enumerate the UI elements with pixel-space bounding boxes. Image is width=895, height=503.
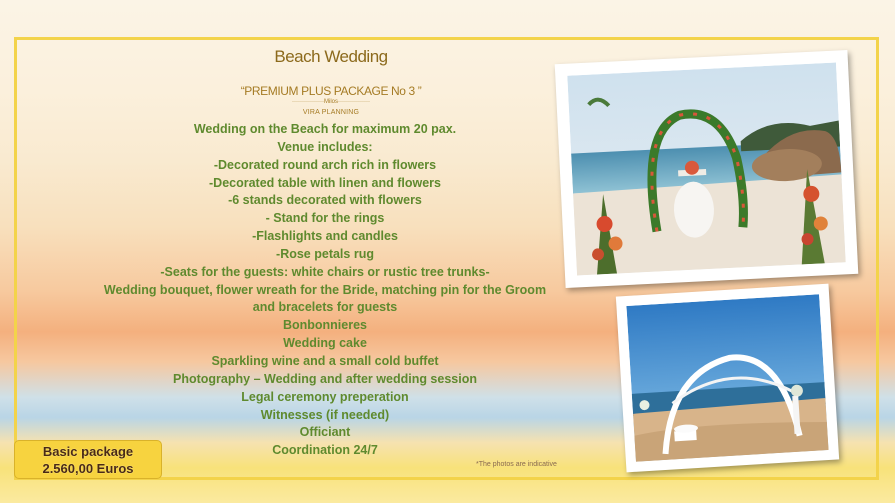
brand-label: VIRA PLANNING bbox=[302, 109, 360, 116]
photo-disclaimer: *The photos are indicative bbox=[476, 461, 557, 468]
detail-line: Officiant bbox=[299, 425, 351, 440]
detail-line: -Decorated table with linen and flowers bbox=[209, 175, 441, 190]
package-subtitle: “PREMIUM PLUS PACKAGE No 3 ” bbox=[240, 84, 422, 98]
detail-line: -6 stands decorated with flowers bbox=[228, 193, 422, 208]
beach-arch-image bbox=[567, 63, 845, 276]
detail-line: - Stand for the rings bbox=[265, 211, 385, 226]
beach-canopy-image bbox=[626, 294, 828, 461]
price-badge bbox=[14, 440, 162, 479]
beach-canopy-photo bbox=[616, 284, 839, 473]
detail-line: Bonbonnieres bbox=[282, 318, 368, 333]
detail-line: Photography – Wedding and after wedding session bbox=[173, 371, 477, 386]
detail-line: Sparkling wine and a small cold buffet bbox=[211, 353, 439, 368]
detail-line: -Decorated round arch rich in flowers bbox=[213, 157, 437, 172]
package-details bbox=[60, 121, 590, 460]
package-label: Basic package bbox=[42, 444, 134, 459]
package-price: 2.560,00 Euros bbox=[42, 461, 134, 476]
detail-line: Coordination 24/7 bbox=[272, 443, 378, 458]
detail-line: Venue includes: bbox=[277, 139, 373, 154]
page-title: Beach Wedding bbox=[274, 47, 388, 66]
detail-line: -Seats for the guests: white chairs or rustic tree trunks- bbox=[160, 264, 490, 279]
detail-line: and bracelets for guests bbox=[252, 300, 398, 315]
detail-line: -Flashlights and candles bbox=[252, 229, 398, 244]
location-label: ················Milos················ bbox=[292, 99, 370, 105]
detail-line: Witnesses (if needed) bbox=[260, 407, 390, 422]
detail-line: Legal ceremony preperation bbox=[241, 389, 409, 404]
detail-line: -Rose petals rug bbox=[276, 246, 374, 261]
detail-line: Wedding on the Beach for maximum 20 pax. bbox=[193, 122, 457, 136]
detail-line: Wedding cake bbox=[283, 336, 367, 351]
beach-arch-photo bbox=[555, 50, 859, 288]
detail-line: Wedding bouquet, flower wreath for the Bride, matching pin for the Groom bbox=[103, 282, 547, 297]
